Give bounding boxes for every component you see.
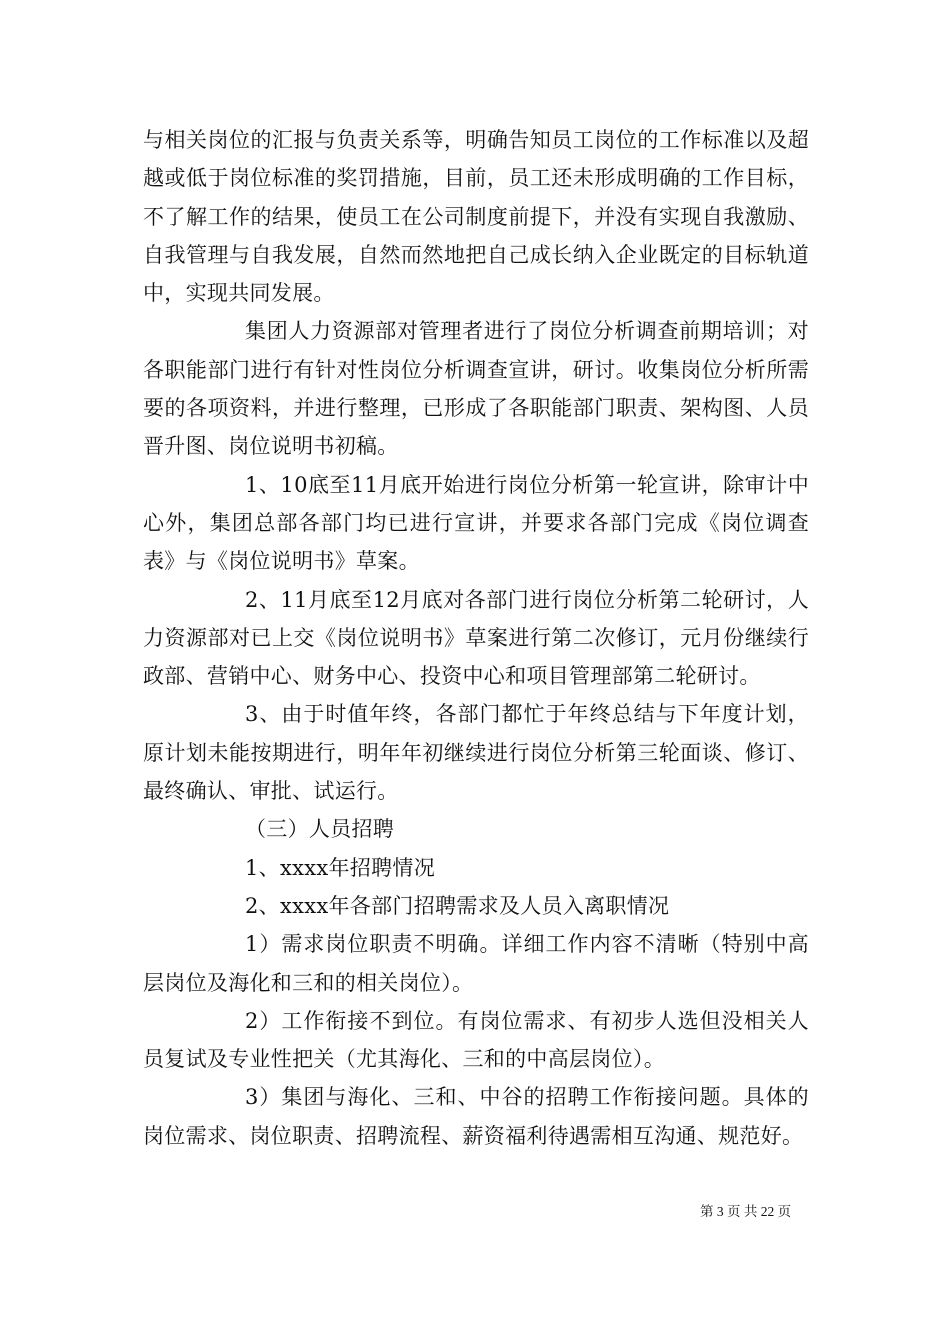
paragraph-hr-training: 集团人力资源部对管理者进行了岗位分析调查前期培训；对各职能部门进行有针对性岗位分析调查宣讲，研讨。收集岗位分析所需要的各项资料，并进行整理，已形成了各职能部门职责、架构图、人员晋升图、岗位说明书初稿。 (143, 319, 809, 459)
paragraph-issue-3: 3）集团与海化、三和、中谷的招聘工作衔接问题。具体的岗位需求、岗位职责、招聘流程、薪资福利待遇需相互沟通、规范好。 (143, 1085, 809, 1148)
document-body (143, 121, 809, 1155)
page-number-footer: 第 3 页 共 22 页 (700, 1204, 792, 1219)
subheading-recruitment-status: 1、xxxx年招聘情况 (245, 855, 436, 880)
section-heading-recruitment: （三）人员招聘 (245, 817, 395, 842)
paragraph-issue-1: 1）需求岗位职责不明确。详细工作内容不清晰（特别中高层岗位及海化和三和的相关岗位）。 (143, 932, 809, 995)
paragraph-step-3: 3、由于时值年终，各部门都忙于年终总结与下年度计划，原计划未能按期进行，明年年初继续进行岗位分析第三轮面谈、修订、最终确认、审批、试运行。 (143, 702, 809, 804)
subheading-recruitment-needs: 2、xxxx年各部门招聘需求及人员入离职情况 (245, 893, 670, 918)
paragraph-step-1: 1、10底至11月底开始进行岗位分析第一轮宣讲，除审计中心外，集团总部各部门均已进行宣讲，并要求各部门完成《岗位调查表》与《岗位说明书》草案。 (143, 472, 809, 574)
paragraph-continuation: 与相关岗位的汇报与负责关系等，明确告知员工岗位的工作标准以及超越或低于岗位标准的奖罚措施，目前，员工还未形成明确的工作目标，不了解工作的结果，使员工在公司制度前提下，并没有实现自我激励、自我管理与自我发展，自然而然地把自己成长纳入企业既定的目标轨道中，实现共同发展。 (143, 128, 809, 306)
paragraph-step-2: 2、11月底至12月底对各部门进行岗位分析第二轮研讨，人力资源部对已上交《岗位说明书》草案进行第二次修订，元月份继续行政部、营销中心、财务中心、投资中心和项目管理部第二轮研讨。 (143, 587, 809, 689)
paragraph-issue-2: 2）工作衔接不到位。有岗位需求、有初步人选但没相关人员复试及专业性把关（尤其海化、三和的中高层岗位）。 (143, 1008, 809, 1072)
